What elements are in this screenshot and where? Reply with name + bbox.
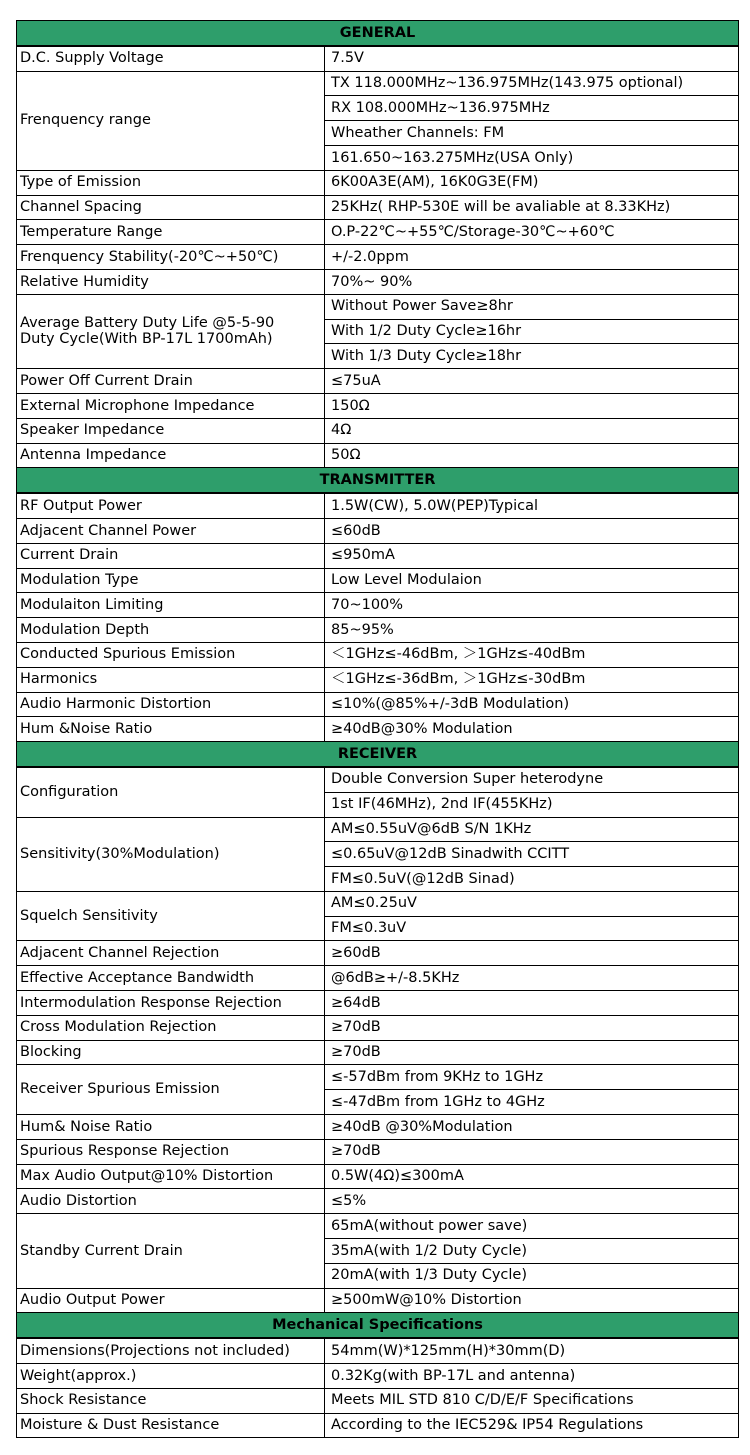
- spec-value: AM≤0.55uV@6dB S/N 1KHz: [325, 817, 739, 842]
- spec-row: [17, 195, 739, 220]
- spec-value: ≤5%: [325, 1189, 739, 1214]
- spec-row: [17, 1288, 739, 1313]
- spec-label: Blocking: [17, 1040, 325, 1065]
- spec-value: ≤-47dBm from 1GHz to 4GHz: [325, 1090, 739, 1115]
- spec-value: 0.32Kg(with BP-17L and antenna): [325, 1364, 739, 1389]
- spec-label: Moisture & Dust Resistance: [17, 1413, 325, 1438]
- spec-value: FM≤0.5uV(@12dB Sinad): [325, 867, 739, 892]
- spec-label: Squelch Sensitivity: [17, 891, 325, 941]
- spec-value: +/-2.0ppm: [325, 245, 739, 270]
- spec-value: Wheather Channels: FM: [325, 121, 739, 146]
- spec-value: ≤75uA: [325, 369, 739, 394]
- spec-label: Intermodulation Response Rejection: [17, 991, 325, 1016]
- spec-value: ≥40dB@30% Modulation: [325, 717, 739, 742]
- spec-value: Double Conversion Super heterodyne: [325, 767, 739, 792]
- spec-label: Audio Harmonic Distortion: [17, 692, 325, 717]
- spec-value: 7.5V: [325, 46, 739, 71]
- spec-label: Temperature Range: [17, 220, 325, 245]
- spec-value: According to the IEC529& IP54 Regulations: [325, 1413, 739, 1438]
- spec-row: [17, 1413, 739, 1438]
- spec-label: Effective Acceptance Bandwidth: [17, 966, 325, 991]
- spec-label: Configuration: [17, 767, 325, 817]
- spec-row: [17, 966, 739, 991]
- spec-value: With 1/3 Duty Cycle≥18hr: [325, 344, 739, 369]
- spec-value: ≤0.65uV@12dB Sinadwith CCITT: [325, 842, 739, 867]
- spec-row: [17, 891, 739, 916]
- spec-label: Antenna Impedance: [17, 443, 325, 468]
- spec-value: 70~100%: [325, 593, 739, 618]
- spec-row: [17, 1388, 739, 1413]
- spec-value: TX 118.000MHz~136.975MHz(143.975 optional): [325, 71, 739, 96]
- spec-row: [17, 245, 739, 270]
- spec-label-line: Duty Cycle(With BP-17L 1700mAh): [20, 331, 273, 348]
- spec-row: [17, 593, 739, 618]
- spec-value: RX 108.000MHz~136.975MHz: [325, 96, 739, 121]
- spec-table: [16, 20, 739, 1438]
- spec-label: Current Drain: [17, 543, 325, 568]
- spec-row: [17, 667, 739, 692]
- spec-row: [17, 294, 739, 319]
- spec-label: Modulation Depth: [17, 618, 325, 643]
- spec-row: [17, 493, 739, 518]
- spec-value: Low Level Modulaion: [325, 568, 739, 593]
- spec-row: [17, 518, 739, 543]
- spec-value: ≥70dB: [325, 1139, 739, 1164]
- spec-value: 25KHz( RHP-530E will be avaliable at 8.33KHz): [325, 195, 739, 220]
- spec-row: [17, 170, 739, 195]
- spec-label: Channel Spacing: [17, 195, 325, 220]
- spec-value: @6dB≥+/-8.5KHz: [325, 966, 739, 991]
- spec-row: [17, 1214, 739, 1239]
- spec-row: [17, 1364, 739, 1389]
- spec-value: 85~95%: [325, 618, 739, 643]
- spec-label: Power Off Current Drain: [17, 369, 325, 394]
- spec-value: ＜1GHz≤-46dBm, ＞1GHz≤-40dBm: [325, 642, 739, 667]
- spec-label: Audio Distortion: [17, 1189, 325, 1214]
- spec-value: ≤-57dBm from 9KHz to 1GHz: [325, 1065, 739, 1090]
- section-title-mechanical-specifications: Mechanical Specifications: [17, 1313, 739, 1338]
- spec-value: O.P-22℃~+55℃/Storage-30℃~+60℃: [325, 220, 739, 245]
- spec-row: [17, 642, 739, 667]
- spec-value: 161.650~163.275MHz(USA Only): [325, 145, 739, 170]
- spec-value: 4Ω: [325, 418, 739, 443]
- spec-row: [17, 46, 739, 71]
- spec-value: 20mA(with 1/3 Duty Cycle): [325, 1263, 739, 1288]
- spec-value: ≥70dB: [325, 1040, 739, 1065]
- spec-value: 70%~ 90%: [325, 269, 739, 294]
- spec-row: [17, 618, 739, 643]
- spec-row: [17, 220, 739, 245]
- section-title-general: GENERAL: [17, 21, 739, 46]
- spec-label: Adjacent Channel Rejection: [17, 941, 325, 966]
- spec-label: Weight(approx.): [17, 1364, 325, 1389]
- spec-value: Without Power Save≥8hr: [325, 294, 739, 319]
- spec-value: ≤10%(@85%+/-3dB Modulation): [325, 692, 739, 717]
- spec-value: ≥70dB: [325, 1015, 739, 1040]
- spec-row: [17, 991, 739, 1016]
- section-title-receiver: RECEIVER: [17, 742, 739, 767]
- section-header-row: [17, 1313, 739, 1338]
- spec-row: [17, 71, 739, 96]
- spec-label: D.C. Supply Voltage: [17, 46, 325, 71]
- spec-row: [17, 369, 739, 394]
- spec-value: ≥40dB @30%Modulation: [325, 1115, 739, 1140]
- spec-value: ＜1GHz≤-36dBm, ＞1GHz≤-30dBm: [325, 667, 739, 692]
- spec-row: [17, 767, 739, 792]
- spec-label: Hum& Noise Ratio: [17, 1115, 325, 1140]
- spec-label: Shock Resistance: [17, 1388, 325, 1413]
- spec-label: [17, 294, 325, 368]
- spec-row: [17, 717, 739, 742]
- spec-label: Frenquency Stability(-20℃~+50℃): [17, 245, 325, 270]
- spec-row: [17, 817, 739, 842]
- spec-label: Modulation Type: [17, 568, 325, 593]
- spec-value: 1st IF(46MHz), 2nd IF(455KHz): [325, 792, 739, 817]
- spec-label: Cross Modulation Rejection: [17, 1015, 325, 1040]
- spec-label: Speaker Impedance: [17, 418, 325, 443]
- spec-value: ≥64dB: [325, 991, 739, 1016]
- spec-row: [17, 1164, 739, 1189]
- spec-row: [17, 1040, 739, 1065]
- spec-value: 0.5W(4Ω)≤300mA: [325, 1164, 739, 1189]
- spec-value: 35mA(with 1/2 Duty Cycle): [325, 1239, 739, 1264]
- spec-label: Dimensions(Projections not included): [17, 1338, 325, 1363]
- spec-label: Max Audio Output@10% Distortion: [17, 1164, 325, 1189]
- spec-label: External Microphone Impedance: [17, 393, 325, 418]
- spec-row: [17, 418, 739, 443]
- spec-row: [17, 692, 739, 717]
- spec-row: [17, 1115, 739, 1140]
- spec-table-body: [17, 21, 739, 1438]
- spec-label: Modulaiton Limiting: [17, 593, 325, 618]
- spec-value: AM≤0.25uV: [325, 891, 739, 916]
- spec-row: [17, 443, 739, 468]
- spec-label: Sensitivity(30%Modulation): [17, 817, 325, 891]
- spec-label: RF Output Power: [17, 493, 325, 518]
- spec-label: Standby Current Drain: [17, 1214, 325, 1288]
- spec-label: Hum &Noise Ratio: [17, 717, 325, 742]
- spec-label: Frenquency range: [17, 71, 325, 170]
- spec-label: Harmonics: [17, 667, 325, 692]
- spec-value: 1.5W(CW), 5.0W(PEP)Typical: [325, 493, 739, 518]
- section-header-row: [17, 742, 739, 767]
- spec-row: [17, 568, 739, 593]
- spec-value: ≥60dB: [325, 941, 739, 966]
- spec-row: [17, 393, 739, 418]
- spec-label-line: Average Battery Duty Life @5-5-90: [20, 314, 275, 331]
- spec-value: 54mm(W)*125mm(H)*30mm(D): [325, 1338, 739, 1363]
- spec-label: Relative Humidity: [17, 269, 325, 294]
- spec-value: 6K00A3E(AM), 16K0G3E(FM): [325, 170, 739, 195]
- spec-row: [17, 543, 739, 568]
- spec-value: Meets MIL STD 810 C/D/E/F Specifications: [325, 1388, 739, 1413]
- spec-value: ≤950mA: [325, 543, 739, 568]
- section-header-row: [17, 21, 739, 46]
- spec-label: Type of Emission: [17, 170, 325, 195]
- spec-row: [17, 1189, 739, 1214]
- spec-row: [17, 269, 739, 294]
- spec-row: [17, 1338, 739, 1363]
- spec-value: 65mA(without power save): [325, 1214, 739, 1239]
- spec-row: [17, 1065, 739, 1090]
- section-title-transmitter: TRANSMITTER: [17, 468, 739, 493]
- spec-value: FM≤0.3uV: [325, 916, 739, 941]
- spec-row: [17, 941, 739, 966]
- spec-label: Conducted Spurious Emission: [17, 642, 325, 667]
- spec-value: With 1/2 Duty Cycle≥16hr: [325, 319, 739, 344]
- spec-row: [17, 1139, 739, 1164]
- spec-value: ≥500mW@10% Distortion: [325, 1288, 739, 1313]
- spec-label: Adjacent Channel Power: [17, 518, 325, 543]
- spec-value: ≤60dB: [325, 518, 739, 543]
- section-header-row: [17, 468, 739, 493]
- spec-label: Spurious Response Rejection: [17, 1139, 325, 1164]
- spec-row: [17, 1015, 739, 1040]
- spec-label: Audio Output Power: [17, 1288, 325, 1313]
- spec-value: 150Ω: [325, 393, 739, 418]
- spec-label: Receiver Spurious Emission: [17, 1065, 325, 1115]
- spec-value: 50Ω: [325, 443, 739, 468]
